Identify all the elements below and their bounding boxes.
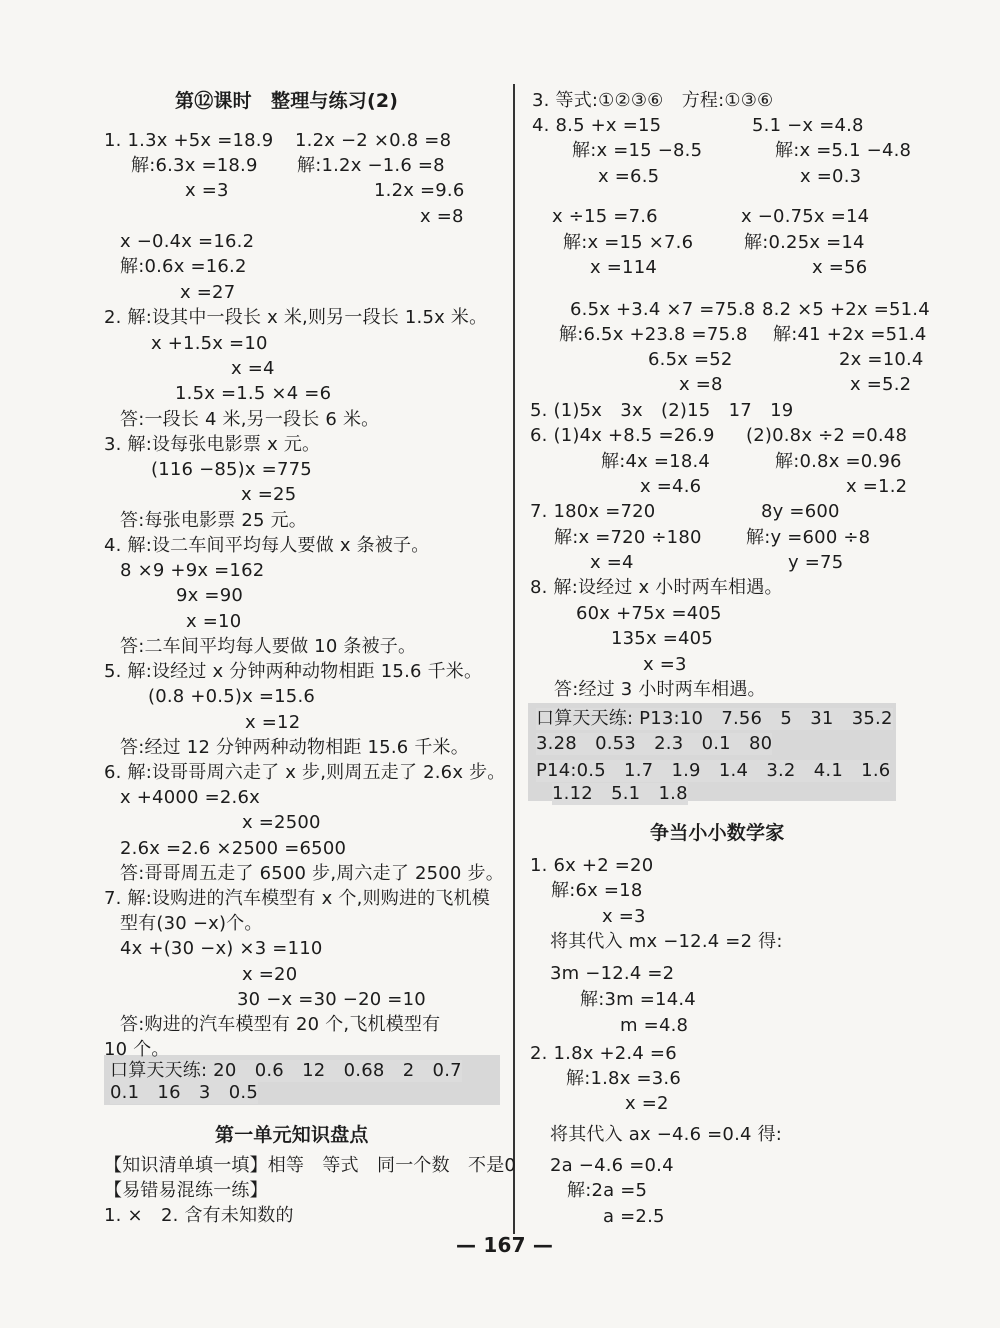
right-text-line: 将其代入 ax −4.6 =0.4 得: [550, 1124, 783, 1145]
left-text-line: x =8 [420, 206, 464, 227]
left-text-line: (116 −85)x =775 [151, 459, 312, 480]
right-text-line: 解:41 +2x =51.4 [773, 324, 927, 345]
left-text-line: x +4000 =2.6x [120, 787, 260, 808]
right-text-line: 6.5x =52 [648, 349, 733, 370]
right-text-line: 3m −12.4 =2 [550, 963, 675, 984]
right-text-line: 1. 6x +2 =20 [530, 855, 654, 876]
right-text-line: 60x +75x =405 [576, 603, 722, 624]
right-text-line: 解:2a =5 [567, 1180, 648, 1201]
right-text-line: x =114 [590, 257, 658, 278]
right-text-line: 解:1.8x =3.6 [566, 1068, 681, 1089]
left-text-line: 解:0.6x =16.2 [120, 256, 247, 277]
right-text-line: x =4 [590, 552, 634, 573]
right-text-line: 解:3m =14.4 [580, 989, 696, 1010]
right-text-line: x =6.5 [598, 166, 660, 187]
left-text-line: 答:经过 12 分钟两种动物相距 15.6 千米。 [120, 737, 469, 758]
left-text-line: x −0.4x =16.2 [120, 231, 255, 252]
left-text-line: x =3 [185, 180, 229, 201]
left-text-line: 3. 解:设每张电影票 x 元。 [104, 434, 321, 455]
left-text-line: x =20 [242, 964, 298, 985]
right-text-line: 2. 1.8x +2.4 =6 [530, 1043, 677, 1064]
left-text-line: 1. × 2. 含有未知数的 [104, 1205, 294, 1226]
left-text-line: 【知识清单填一填】相等 等式 同一个数 不是0 [104, 1155, 517, 1176]
left-text-line: 解:6.3x =18.9 [131, 155, 258, 176]
left-text-line: x =12 [245, 712, 301, 733]
right-text-line: m =4.8 [620, 1015, 689, 1036]
right-text-line: 2a −4.6 =0.4 [550, 1155, 674, 1176]
right-text-line: x =3 [602, 906, 646, 927]
left-text-line: 7. 解:设购进的汽车模型有 x 个,则购进的飞机模 [104, 888, 490, 909]
right-text-line: 4. 8.5 +x =15 [532, 115, 662, 136]
left-text-line: 10 个。 [104, 1039, 170, 1060]
right-text-line: 8y =600 [761, 501, 840, 522]
left-text-line: 4. 解:设二车间平均每人要做 x 条被子。 [104, 535, 430, 556]
right-text-line: 6. (1)4x +8.5 =26.9 [530, 425, 715, 446]
right-text-line: x =8 [679, 374, 723, 395]
right-text-line: x =3 [643, 654, 687, 675]
right-text-line: 5.1 −x =4.8 [752, 115, 864, 136]
left-text-line: 1.2x =9.6 [374, 180, 465, 201]
left-text-line: x =10 [186, 611, 242, 632]
left-text-line: 8 ×9 +9x =162 [120, 560, 265, 581]
right-text-line: x =56 [812, 257, 868, 278]
right-text-line: 解:x =15 ×7.6 [563, 232, 694, 253]
right-text-line: (2)0.8x ÷2 =0.48 [746, 425, 908, 446]
left-text-line: 5. 解:设经过 x 分钟两种动物相距 15.6 千米。 [104, 661, 483, 682]
right-text-line: 解:4x =18.4 [601, 451, 711, 472]
left-text-line: (0.8 +0.5)x =15.6 [148, 686, 316, 707]
left-heading: 第⑫课时 整理与练习(2) [175, 90, 399, 112]
left-text-line: 1.2x −2 ×0.8 =8 [295, 130, 452, 151]
left-text-line: 0.1 16 3 0.5 [110, 1082, 259, 1103]
right-text-line: 8. 解:设经过 x 小时两车相遇。 [530, 577, 783, 598]
right-text-line: 8.2 ×5 +2x =51.4 [762, 299, 930, 320]
right-text-line: 解:x =720 ÷180 [554, 527, 702, 548]
left-text-line: 口算天天练: 20 0.6 12 0.68 2 0.7 [110, 1060, 462, 1081]
right-text-line: x =0.3 [800, 166, 862, 187]
right-text-line: P14:0.5 1.7 1.9 1.4 3.2 4.1 1.6 [536, 760, 891, 781]
right-text-line: 口算天天练: P13:10 7.56 5 31 35.2 [536, 708, 893, 729]
right-text-line: a =2.5 [603, 1206, 665, 1227]
right-text-line: 5. (1)5x 3x (2)15 17 19 [530, 400, 794, 421]
right-text-line: 135x =405 [611, 628, 713, 649]
page-number: — 167 — [456, 1233, 554, 1257]
right-text-line: x =2 [625, 1093, 669, 1114]
right-heading: 争当小小数学家 [650, 822, 785, 844]
left-text-line: x +1.5x =10 [151, 333, 268, 354]
left-text-line: 6. 解:设哥哥周六走了 x 步,则周五走了 2.6x 步。 [104, 762, 506, 783]
right-text-line: 7. 180x =720 [530, 501, 656, 522]
left-text-line: x =27 [180, 282, 236, 303]
left-text-line: 9x =90 [176, 585, 244, 606]
right-text-line: 3.28 0.53 2.3 0.1 80 [536, 733, 773, 754]
left-text-line: 30 −x =30 −20 =10 [237, 989, 426, 1010]
right-text-line: 将其代入 mx −12.4 =2 得: [550, 931, 783, 952]
column-divider [513, 84, 515, 1234]
left-text-line: 1.5x =1.5 ×4 =6 [175, 383, 332, 404]
right-text-line: x =4.6 [640, 476, 702, 497]
left-text-line: 解:1.2x −1.6 =8 [297, 155, 445, 176]
left-text-line: 答:哥哥周五走了 6500 步,周六走了 2500 步。 [120, 863, 504, 884]
right-text-line: 6.5x +3.4 ×7 =75.8 [570, 299, 756, 320]
right-text-line: 解:x =15 −8.5 [572, 140, 703, 161]
right-text-line: y =75 [788, 552, 844, 573]
right-text-line: 解:x =5.1 −4.8 [775, 140, 912, 161]
right-text-line: 2x =10.4 [839, 349, 924, 370]
left-text-line: 答:一段长 4 米,另一段长 6 米。 [120, 409, 380, 430]
right-text-line: x =1.2 [846, 476, 908, 497]
left-text-line: 型有(30 −x)个。 [120, 913, 263, 934]
right-text-line: 3. 等式:①②③⑥ 方程:①③⑥ [532, 90, 774, 111]
right-text-line: x =5.2 [850, 374, 912, 395]
right-text-line: 解:6x =18 [551, 880, 643, 901]
left-text-line: 【易错易混练一练】 [104, 1180, 268, 1201]
left-text-line: x =25 [241, 484, 297, 505]
right-text-line: 答:经过 3 小时两车相遇。 [554, 679, 766, 700]
left-text-line: 1. 1.3x +5x =18.9 [104, 130, 274, 151]
right-text-line: x −0.75x =14 [741, 206, 870, 227]
right-text-line: 1.12 5.1 1.8 [552, 783, 688, 804]
left-text-line: 答:购进的汽车模型有 20 个,飞机模型有 [120, 1014, 441, 1035]
left-text-line: 4x +(30 −x) ×3 =110 [120, 938, 323, 959]
right-text-line: x ÷15 =7.6 [552, 206, 658, 227]
right-text-line: 解:y =600 ÷8 [746, 527, 871, 548]
left-heading: 第一单元知识盘点 [215, 1124, 369, 1146]
left-text-line: 答:每张电影票 25 元。 [120, 510, 308, 531]
left-text-line: 2. 解:设其中一段长 x 米,则另一段长 1.5x 米。 [104, 307, 488, 328]
right-text-line: 解:0.8x =0.96 [775, 451, 902, 472]
left-text-line: x =2500 [242, 812, 321, 833]
left-text-line: 2.6x =2.6 ×2500 =6500 [120, 838, 347, 859]
left-text-line: 答:二车间平均每人要做 10 条被子。 [120, 636, 417, 657]
left-text-line: x =4 [231, 358, 275, 379]
right-text-line: 解:0.25x =14 [744, 232, 865, 253]
right-text-line: 解:6.5x +23.8 =75.8 [559, 324, 748, 345]
